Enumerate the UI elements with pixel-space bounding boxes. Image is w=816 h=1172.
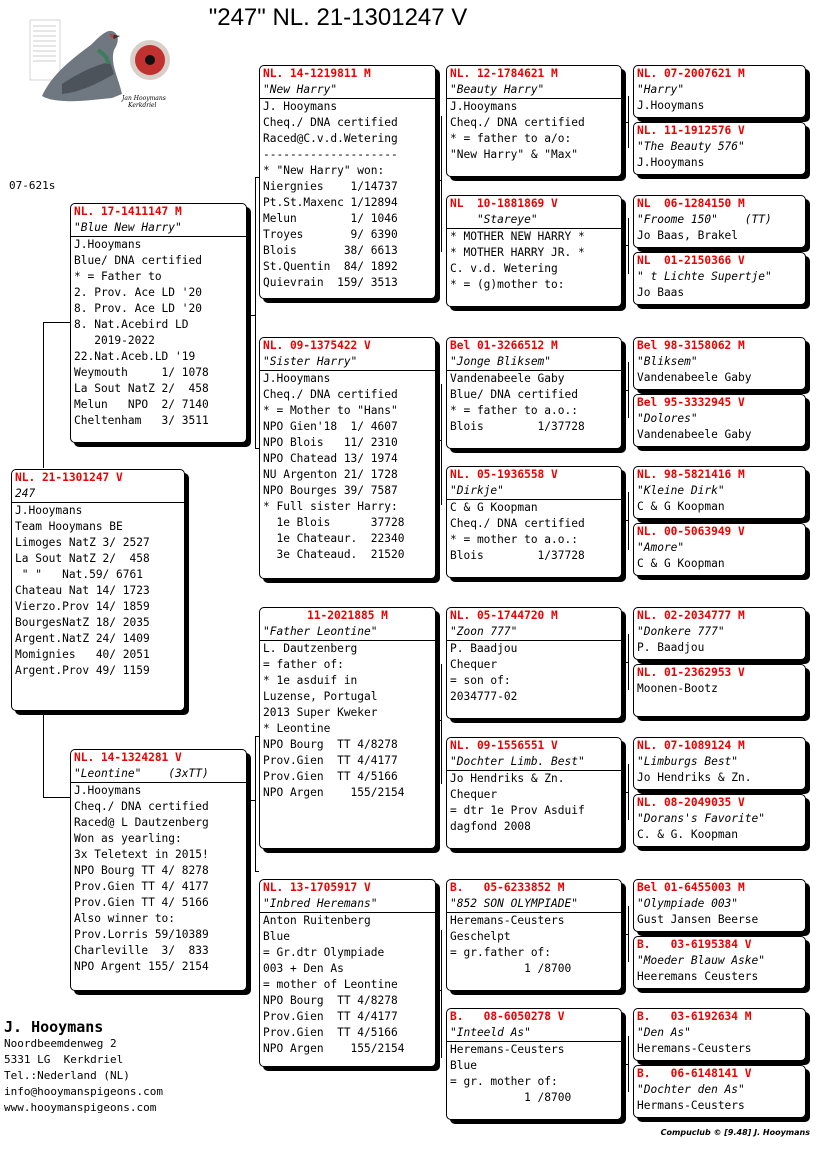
info-line: 1e Blois 37728 (263, 516, 405, 529)
info-line: = gr. mother of: (450, 1075, 558, 1088)
info-line: Cheq./ DNA certified (263, 388, 398, 401)
info-line: L. Dautzenberg (263, 642, 358, 655)
info-line: C & G Koopman (450, 501, 538, 514)
ring-number: NL. 14-1324281 V (74, 751, 182, 764)
info-line: Blois 1/37728 (450, 420, 585, 433)
pedigree-card-mf[interactable] (259, 607, 436, 849)
info-line: Heeremans Ceusters (637, 970, 759, 983)
info-line: C & G Koopman (637, 557, 725, 570)
pedigree-card-g16[interactable] (633, 1065, 806, 1118)
ring-number: NL. 05-1744720 M (450, 609, 558, 622)
info-line: " " Nat.59/ 6761 (15, 568, 143, 581)
info-line: * "New Harry" won: (263, 164, 385, 177)
info-line: 2. Prov. Ace LD '20 (74, 286, 202, 299)
info-line: Heremans-Ceusters (450, 914, 565, 927)
connector (255, 736, 256, 872)
info-line: Vandenabeele Gaby (450, 372, 565, 385)
page-title: "247" NL. 21-1301247 V (208, 4, 468, 31)
info-line: * = Mother to "Hans" (263, 404, 398, 417)
pedigree-card-subject[interactable] (11, 469, 185, 711)
info-line: J. Hooymans (263, 100, 338, 113)
pedigree-card-ffm[interactable] (446, 195, 622, 307)
pedigree-card-g3[interactable] (633, 195, 806, 248)
ring-number: NL. 07-1089124 M (637, 739, 745, 752)
pedigree-card-mmf[interactable] (446, 879, 622, 991)
pedigree-card-g12[interactable] (633, 794, 806, 847)
pigeon-name: "852 SON OLYMPIADE" (447, 896, 621, 913)
info-line: Melun NPO 2/ 7140 (74, 398, 209, 411)
pigeon-name: "Bliksem" (637, 355, 698, 368)
pedigree-card-fmm[interactable] (446, 466, 622, 578)
info-line: C. & G. Koopman (637, 828, 739, 841)
info-line: P. Baadjou (450, 642, 518, 655)
info-line: NPO Chatead 13/ 1974 (263, 452, 398, 465)
info-line: Heremans-Ceusters (450, 1043, 565, 1056)
pedigree-card-g14[interactable] (633, 936, 806, 989)
owner-website[interactable]: www.hooymanspigeons.com (4, 1101, 157, 1114)
info-line: * = mother to a.o.: (450, 533, 578, 546)
info-line: Won as yearling: (74, 832, 182, 845)
owner-postal: 5331 LG Kerkdriel (4, 1053, 124, 1066)
pigeon-name: "Jonge Bliksem" (447, 354, 621, 371)
info-line: NPO Blois 11/ 2310 (263, 436, 398, 449)
info-line: * MOTHER NEW HARRY * (450, 230, 585, 243)
info-line: St.Quentin 84/ 1892 (263, 260, 398, 273)
breeder-logo (22, 14, 182, 114)
connector (43, 797, 70, 798)
info-line: C. v.d. Wetering (450, 262, 558, 275)
connector (247, 800, 255, 801)
ring-number: Bel 98-3158062 M (637, 339, 745, 352)
info-line: Jo Hendriks & Zn. (637, 771, 752, 784)
info-line: NPO Bourg TT 4/ 8278 (74, 864, 209, 877)
info-line: 1 /8700 (450, 1091, 572, 1104)
info-line: Team Hooymans BE (15, 520, 123, 533)
ring-number: NL. 08-2049035 V (637, 796, 745, 809)
info-line: Heremans-Ceusters (637, 1042, 752, 1055)
info-line: Gust Jansen Beerse (637, 913, 759, 926)
info-line: Argent.Prov 49/ 1159 (15, 664, 150, 677)
ring-number: NL. 11-1912576 V (637, 124, 745, 137)
ring-number: 11-2021885 M (307, 609, 388, 622)
owner-email[interactable]: info@hooymanspigeons.com (4, 1085, 163, 1098)
connector (441, 116, 442, 252)
owner-block (4, 1018, 163, 1116)
info-line: = gr.father of: (450, 946, 552, 959)
info-line: Hermans-Ceusters (637, 1099, 745, 1112)
pigeon-name: "Sister Harry" (260, 354, 435, 371)
pedigree-card-mmm[interactable] (446, 1008, 622, 1120)
ring-number: NL. 12-1784621 M (450, 67, 558, 80)
info-line: 2034777-02 (450, 690, 518, 703)
info-line: 1 /8700 (450, 962, 572, 975)
connector (628, 764, 629, 820)
pedigree-card-ff[interactable] (259, 65, 436, 299)
ring-number: NL. 01-2362953 V (637, 666, 745, 679)
connector (247, 315, 255, 316)
ring-number: B. 06-6148141 V (637, 1067, 752, 1080)
ring-number: B. 08-6050278 V (450, 1010, 565, 1023)
info-line: = mother of Leontine (263, 978, 398, 991)
info-line: NPO Bourges 39/ 7587 (263, 484, 398, 497)
info-line: Raced@C.v.d.Wetering (263, 132, 398, 145)
ring-number: NL. 02-2034777 M (637, 609, 745, 622)
pigeon-name: "The Beauty 576" (637, 140, 745, 153)
info-line: = son of: (450, 674, 511, 687)
pedigree-card-g11[interactable] (633, 737, 806, 790)
svg-text:Kerkdriel: Kerkdriel (128, 102, 157, 109)
info-line: Prov.Lorris 59/10389 (74, 928, 209, 941)
info-line: Momignies 40/ 2051 (15, 648, 150, 661)
pedigree-card-mm[interactable] (259, 879, 436, 1067)
owner-name: J. Hooymans (4, 1018, 104, 1036)
info-line: * = father to a/o: (450, 132, 572, 145)
owner-address: Noordbeemdenweg 2 (4, 1037, 117, 1050)
pedigree-card-g9[interactable] (633, 607, 806, 660)
ring-number: Bel 01-3266512 M (450, 339, 558, 352)
pedigree-card-mother[interactable] (70, 749, 247, 991)
info-line: Jo Baas (637, 286, 685, 299)
ring-number: NL 06-1284150 M (637, 197, 745, 210)
info-line: NU Argenton 21/ 1728 (263, 468, 398, 481)
info-line: Anton Ruitenberg (263, 914, 371, 927)
pigeon-name: "Kleine Dirk" (637, 484, 725, 497)
connector (628, 634, 629, 690)
info-line: = Gr.dtr Olympiade (263, 946, 385, 959)
info-line: J.Hooymans (263, 372, 331, 385)
pedigree-card-g13[interactable] (633, 879, 806, 932)
ring-number: NL. 14-1219811 M (263, 67, 371, 80)
info-line: Blue (263, 930, 290, 943)
ring-number: NL. 17-1411147 M (74, 205, 182, 218)
info-line: Vierzo.Prov 14/ 1859 (15, 600, 150, 613)
pigeon-name: "Dirkje" (447, 483, 621, 500)
ring-number: NL 01-2150366 V (637, 254, 745, 267)
info-line: Chequer (450, 788, 498, 801)
info-line: 3x Teletext in 2015! (74, 848, 209, 861)
info-line: dagfond 2008 (450, 820, 531, 833)
pigeon-name: "Beauty Harry" (447, 82, 621, 99)
info-line: Cheq./ DNA certified (74, 800, 209, 813)
pigeon-name: "Stareye" (447, 212, 621, 229)
info-line: Prov.Gien TT 4/ 5166 (74, 896, 209, 909)
connector (628, 218, 629, 274)
info-line: * = (g)mother to: (450, 278, 565, 291)
info-line: Cheltenham 3/ 3511 (74, 414, 209, 427)
info-line: Blois 38/ 6613 (263, 244, 398, 257)
info-line: J.Hooymans (637, 156, 705, 169)
connector (441, 664, 442, 784)
info-line: J.Hooymans (637, 99, 705, 112)
footer-credit: Compuclub © [9.48] J. Hooymans (660, 1128, 810, 1137)
pedigree-card-father[interactable] (70, 203, 247, 443)
info-line: 22.Nat.Aceb.LD '19 (74, 350, 196, 363)
ring-number: NL 10-1881869 V (450, 197, 558, 210)
pedigree-card-fmf[interactable] (446, 337, 622, 449)
pedigree-card-g4[interactable] (633, 252, 806, 305)
info-line: NPO Bourg TT 4/8278 (263, 994, 398, 1007)
info-line: "New Harry" & "Max" (450, 148, 578, 161)
info-line: Vandenabeele Gaby (637, 371, 752, 384)
info-line: Blue/ DNA certified (450, 388, 578, 401)
connector (43, 710, 44, 798)
info-line: = dtr 1e Prov Asduif (450, 804, 585, 817)
info-line: Prov.Gien TT 4/4177 (263, 1010, 398, 1023)
info-line: Prov.Gien TT 4/ 4177 (74, 880, 209, 893)
pigeon-name: "Inbred Heremans" (260, 896, 435, 913)
info-line: Weymouth 1/ 1078 (74, 366, 209, 379)
info-line: Pt.St.Maxenc 1/12894 (263, 196, 398, 209)
info-line: La Sout NatZ 2/ 458 (74, 382, 209, 395)
info-line: J.Hooymans (74, 238, 142, 251)
connector (441, 930, 442, 1058)
pedigree-card-mff[interactable] (446, 607, 622, 719)
code-label: 07-621s (9, 179, 56, 192)
pedigree-card-fff[interactable] (446, 65, 622, 177)
info-line: Vandenabeele Gaby (637, 428, 752, 441)
connector (43, 322, 44, 468)
info-line: Troyes 9/ 6390 (263, 228, 398, 241)
pigeon-name: "Amore" (637, 541, 685, 554)
connector (255, 177, 256, 449)
pedigree-card-g8[interactable] (633, 523, 806, 576)
pedigree-card-g10[interactable] (633, 664, 806, 717)
connector (628, 906, 629, 962)
info-line: * Full sister Harry: (263, 500, 398, 513)
ring-number: NL. 13-1705917 V (263, 881, 371, 894)
info-line: Chateau Nat 14/ 1723 (15, 584, 150, 597)
info-line: Blue/ DNA certified (74, 254, 202, 267)
info-line: P. Baadjou (637, 641, 705, 654)
info-line: -------------------- (263, 148, 398, 161)
pigeon-name: "Froome 150" (TT) (637, 213, 772, 226)
ring-number: NL. 09-1375422 V (263, 339, 371, 352)
info-line: J.Hooymans (74, 784, 142, 797)
pigeon-name: "Blue New Harry" (71, 220, 246, 237)
info-line: = father of: (263, 658, 344, 671)
connector (255, 871, 259, 872)
info-line: J.Hooymans (450, 100, 518, 113)
info-line: NPO Argen 155/2154 (263, 786, 405, 799)
info-line: * = Father to (74, 270, 162, 283)
info-line: Luzense, Portugal (263, 690, 378, 703)
connector (628, 1036, 629, 1092)
pedigree-card-g6[interactable] (633, 394, 806, 447)
info-line: Cheq./ DNA certified (450, 517, 585, 530)
info-line: C & G Koopman (637, 500, 725, 513)
connector (628, 492, 629, 550)
info-line: La Sout NatZ 2/ 458 (15, 552, 150, 565)
ring-number: Bel 95-3332945 V (637, 396, 745, 409)
owner-phone: Tel.:Nederland (NL) (4, 1069, 130, 1082)
info-line: Melun 1/ 1046 (263, 212, 398, 225)
connector (441, 384, 442, 505)
ring-number: NL. 05-1936558 V (450, 468, 558, 481)
info-line: Niergnies 1/14737 (263, 180, 398, 193)
info-line: Raced@ L Dautzenberg (74, 816, 209, 829)
pigeon-name: 247 (12, 486, 184, 503)
connector (628, 362, 629, 418)
pigeon-name: "Limburgs Best" (637, 755, 739, 768)
pigeon-name: "Zoon 777" (447, 624, 621, 641)
info-line: NPO Argent 155/ 2154 (74, 960, 209, 973)
pigeon-name: "Harry" (637, 83, 685, 96)
info-line: * 1e asduif in (263, 674, 358, 687)
info-line: * Leontine (263, 722, 331, 735)
info-line: * = father to a.o.: (450, 404, 578, 417)
pedigree-card-g2[interactable] (633, 122, 806, 175)
ring-number: B. 05-6233852 M (450, 881, 565, 894)
info-line: * MOTHER HARRY JR. * (450, 246, 585, 259)
info-line: Cheq./ DNA certified (450, 116, 585, 129)
info-line: 3e Chateaud. 21520 (263, 548, 405, 561)
ring-number: NL. 98-5821416 M (637, 468, 745, 481)
info-line: Charleville 3/ 833 (74, 944, 209, 957)
info-line: Blue (450, 1059, 477, 1072)
info-line: 2013 Super Kweker (263, 706, 378, 719)
connector (628, 96, 629, 148)
pigeon-name: "New Harry" (260, 82, 435, 99)
info-line: 1e Chateaur. 22340 (263, 532, 405, 545)
pigeon-name: "Dorans's Favorite" (637, 812, 765, 825)
pedigree-card-fm[interactable] (259, 337, 436, 579)
info-line: NPO Gien'18 1/ 4607 (263, 420, 398, 433)
pedigree-card-g1[interactable] (633, 65, 806, 118)
info-line: Prov.Gien TT 4/5166 (263, 770, 398, 783)
pedigree-card-g15[interactable] (633, 1008, 806, 1061)
info-line: NPO Argen 155/2154 (263, 1042, 405, 1055)
pedigree-card-g5[interactable] (633, 337, 806, 390)
pigeon-name: "Dochter Limb. Best" (447, 754, 621, 771)
info-line: Geschelpt (450, 930, 511, 943)
info-line: Cheq./ DNA certified (263, 116, 398, 129)
info-line: 2019-2022 (74, 334, 155, 347)
info-line: BourgesNatZ 18/ 2035 (15, 616, 150, 629)
info-line: 8. Prov. Ace LD '20 (74, 302, 202, 315)
info-line: Prov.Gien TT 4/5166 (263, 1026, 398, 1039)
pigeon-name: "Olympiade 003" (637, 897, 739, 910)
pedigree-card-mfm[interactable] (446, 737, 622, 849)
connector (43, 322, 70, 323)
info-line: Argent.NatZ 24/ 1409 (15, 632, 150, 645)
pigeon-name: "Donkere 777" (637, 625, 725, 638)
ring-number: NL. 00-5063949 V (637, 525, 745, 538)
ring-number: NL. 21-1301247 V (15, 471, 123, 484)
info-line: Moonen-Bootz (637, 682, 718, 695)
ring-number: B. 03-6192634 M (637, 1010, 752, 1023)
pigeon-name: "Den As" (637, 1026, 691, 1039)
pigeon-name: "Dochter den As" (637, 1083, 745, 1096)
info-line: Blois 1/37728 (450, 549, 585, 562)
pigeon-name: "Leontine" (3xTT) (71, 766, 246, 783)
info-line: Jo Baas, Brakel (637, 229, 739, 242)
info-line: J.Hooymans (15, 504, 83, 517)
pigeon-name: "Moeder Blauw Aske" (637, 954, 765, 967)
ring-number: Bel 01-6455003 M (637, 881, 745, 894)
pigeon-name: "Dolores" (637, 412, 698, 425)
svg-text:Jan Hooymans: Jan Hooymans (122, 95, 166, 102)
ring-number: B. 03-6195384 V (637, 938, 752, 951)
pigeon-name: "Inteeld As" (447, 1025, 621, 1042)
info-line: NPO Bourg TT 4/8278 (263, 738, 398, 751)
pedigree-card-g7[interactable] (633, 466, 806, 519)
info-line: Prov.Gien TT 4/4177 (263, 754, 398, 767)
info-line: 003 + Den As (263, 962, 344, 975)
info-line: Jo Hendriks & Zn. (450, 772, 565, 785)
info-line: Also winner to: (74, 912, 176, 925)
info-line: Quievrain 159/ 3513 (263, 276, 398, 289)
ring-number: NL. 09-1556551 V (450, 739, 558, 752)
info-line: Chequer (450, 658, 498, 671)
pigeon-name: "Father Leontine" (260, 624, 435, 641)
ring-number: NL. 07-2007621 M (637, 67, 745, 80)
pigeon-name: " t Lichte Supertje" (637, 270, 772, 283)
info-line: 8. Nat.Acebird LD (74, 318, 189, 331)
info-line: Limoges NatZ 3/ 2527 (15, 536, 150, 549)
pigeon-icon (22, 14, 182, 114)
